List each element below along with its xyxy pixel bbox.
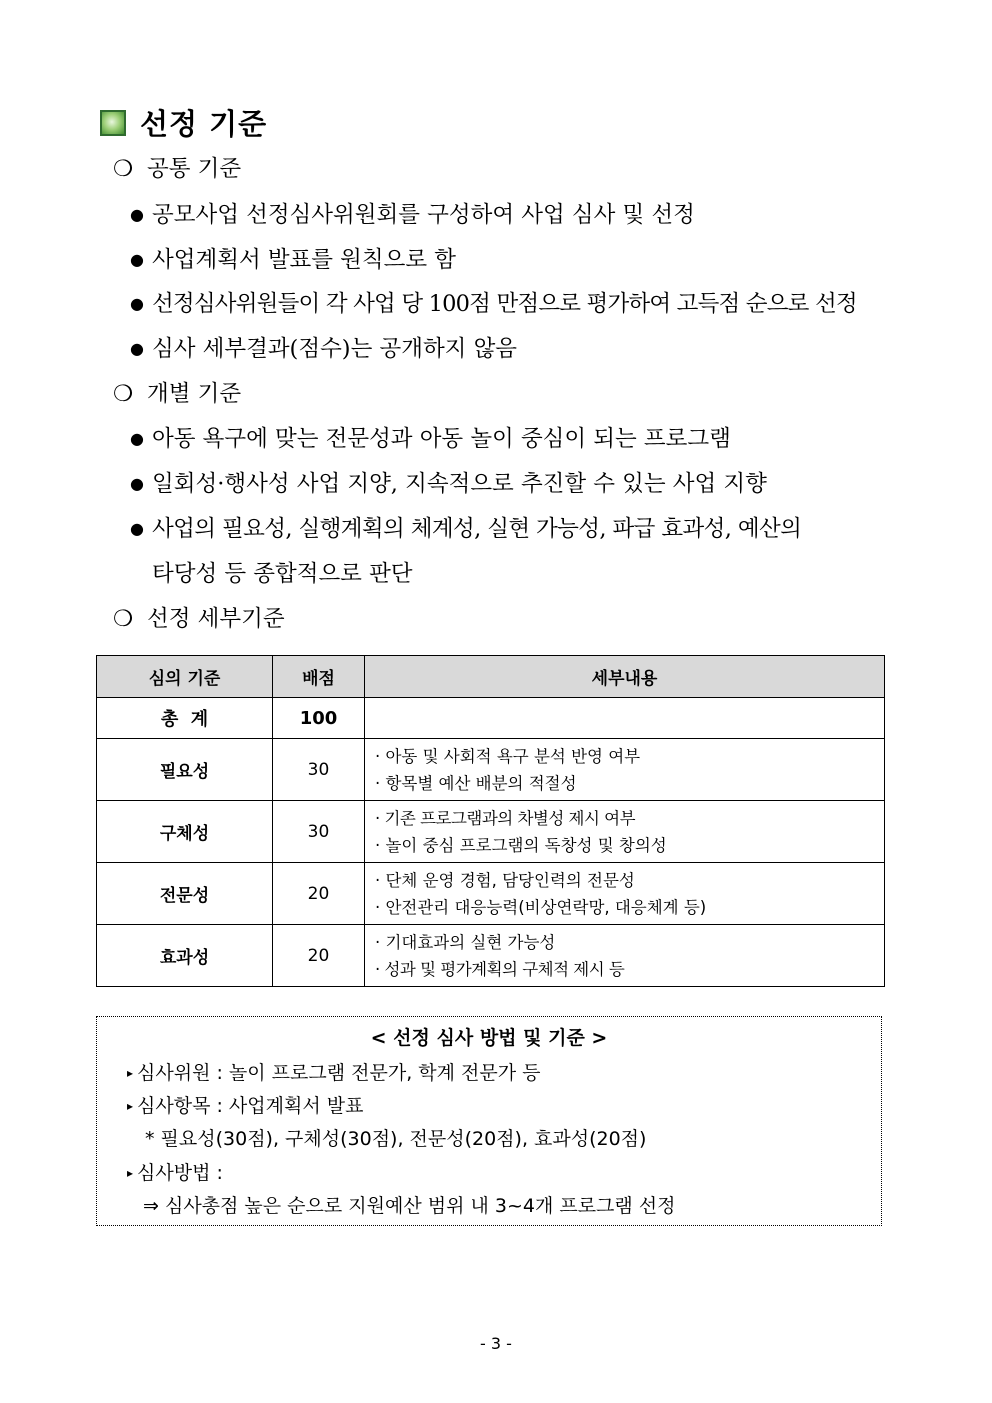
list-item: [130, 289, 857, 319]
list-item: [130, 334, 517, 364]
list-item-text: 일회성·행사성 사업 지양, 지속적으로 추진할 수 있는 사업 지향: [152, 471, 767, 497]
dot-bullet-icon: ●: [130, 205, 144, 224]
section-title: [100, 100, 267, 144]
criterion-score: 20: [273, 863, 365, 925]
detail-criteria-heading: [113, 604, 285, 634]
table-header: 심의 기준: [97, 656, 273, 698]
detail-line: · 항목별 예산 배분의 적절성: [375, 773, 577, 793]
detail-line: · 안전관리 대응능력(비상연락망, 대응체계 등): [375, 897, 707, 917]
circle-bullet-icon: ❍: [113, 381, 134, 407]
criterion-name: 전문성: [97, 863, 273, 925]
box-line-text: 심사방법 :: [137, 1162, 223, 1184]
list-item-continuation: 타당성 등 종합적으로 판단: [152, 561, 413, 587]
table-row: [97, 863, 885, 925]
circle-bullet-icon: ❍: [113, 606, 134, 632]
dot-bullet-icon: ●: [130, 519, 144, 538]
dot-bullet-icon: ●: [130, 250, 144, 269]
criterion-details: [365, 863, 885, 925]
box-line-method-note: ⇒ 심사총점 높은 순으로 지원예산 범위 내 3~4개 프로그램 선정: [143, 1195, 676, 1217]
criterion-name: 구체성: [97, 801, 273, 863]
circle-bullet-icon: ❍: [113, 156, 134, 182]
detail-line: · 기존 프로그램과의 차별성 제시 여부: [375, 808, 636, 828]
square-bullet-icon: [100, 110, 126, 136]
list-item-text: 사업의 필요성, 실행계획의 체계성, 실현 가능성, 파급 효과성, 예산의: [152, 516, 802, 542]
total-score: 100: [273, 698, 365, 739]
list-item: [130, 514, 801, 544]
table-header-row: [97, 656, 885, 698]
criterion-details: [365, 739, 885, 801]
triangle-bullet-icon: ▸: [127, 1166, 134, 1180]
box-line-committee: [127, 1058, 540, 1085]
dot-bullet-icon: ●: [130, 429, 144, 448]
box-line-text: 심사위원 : 놀이 프로그램 전문가, 학계 전문가 등: [137, 1062, 541, 1084]
list-item-text: 공모사업 선정심사위원회를 구성하여 사업 심사 및 선정: [152, 202, 695, 228]
individual-criteria-heading: [113, 379, 241, 409]
common-criteria-heading: [113, 154, 241, 184]
box-line-items-note: * 필요성(30점), 구체성(30점), 전문성(20점), 효과성(20점): [145, 1128, 647, 1150]
box-line-text: 심사항목 : 사업계획서 발표: [137, 1095, 364, 1117]
detail-line: · 놀이 중심 프로그램의 독창성 및 창의성: [375, 835, 667, 855]
list-item-text: 아동 욕구에 맞는 전문성과 아동 놀이 중심이 되는 프로그램: [152, 426, 731, 452]
list-item: [130, 469, 767, 499]
criterion-details: [365, 801, 885, 863]
detail-line: · 기대효과의 실현 가능성: [375, 932, 556, 952]
criterion-name: 효과성: [97, 925, 273, 987]
table-header: 세부내용: [365, 656, 885, 698]
list-item: [130, 200, 695, 230]
table-row: [97, 739, 885, 801]
table-total-row: [97, 698, 885, 739]
detail-line: · 아동 및 사회적 욕구 분석 반영 여부: [375, 746, 641, 766]
heading-text: 개별 기준: [147, 381, 242, 407]
table-row: [97, 925, 885, 987]
table-row: [97, 801, 885, 863]
criterion-score: 20: [273, 925, 365, 987]
section-title-text: 선정 기준: [140, 106, 268, 141]
criterion-score: 30: [273, 801, 365, 863]
triangle-bullet-icon: ▸: [127, 1066, 134, 1080]
detail-line: · 성과 및 평가계획의 구체적 제시 등: [375, 959, 625, 979]
criteria-table: [96, 655, 885, 987]
list-item-text: 심사 세부결과(점수)는 공개하지 않음: [152, 336, 518, 362]
dot-bullet-icon: ●: [130, 294, 144, 313]
heading-text: 선정 세부기준: [147, 606, 285, 632]
dot-bullet-icon: ●: [130, 474, 144, 493]
total-label: 총 계: [97, 698, 273, 739]
criterion-name: 필요성: [97, 739, 273, 801]
method-box: [96, 1016, 882, 1226]
list-item: [130, 424, 731, 454]
list-item: [130, 245, 456, 275]
criterion-details: [365, 925, 885, 987]
total-desc: [365, 698, 885, 739]
list-item-text: 선정심사위원들이 각 사업 당 100점 만점으로 평가하여 고득점 순으로 선정: [152, 291, 857, 317]
triangle-bullet-icon: ▸: [127, 1099, 134, 1113]
dot-bullet-icon: ●: [130, 339, 144, 358]
list-item-text: 사업계획서 발표를 원칙으로 함: [152, 247, 457, 273]
box-title: < 선정 심사 방법 및 기준 >: [370, 1027, 608, 1049]
table-header: 배점: [273, 656, 365, 698]
page-number: - 3 -: [480, 1334, 512, 1353]
criterion-score: 30: [273, 739, 365, 801]
heading-text: 공통 기준: [147, 156, 242, 182]
box-line-method: [127, 1158, 223, 1185]
box-line-items: [127, 1091, 363, 1118]
detail-line: · 단체 운영 경험, 담당인력의 전문성: [375, 870, 635, 890]
